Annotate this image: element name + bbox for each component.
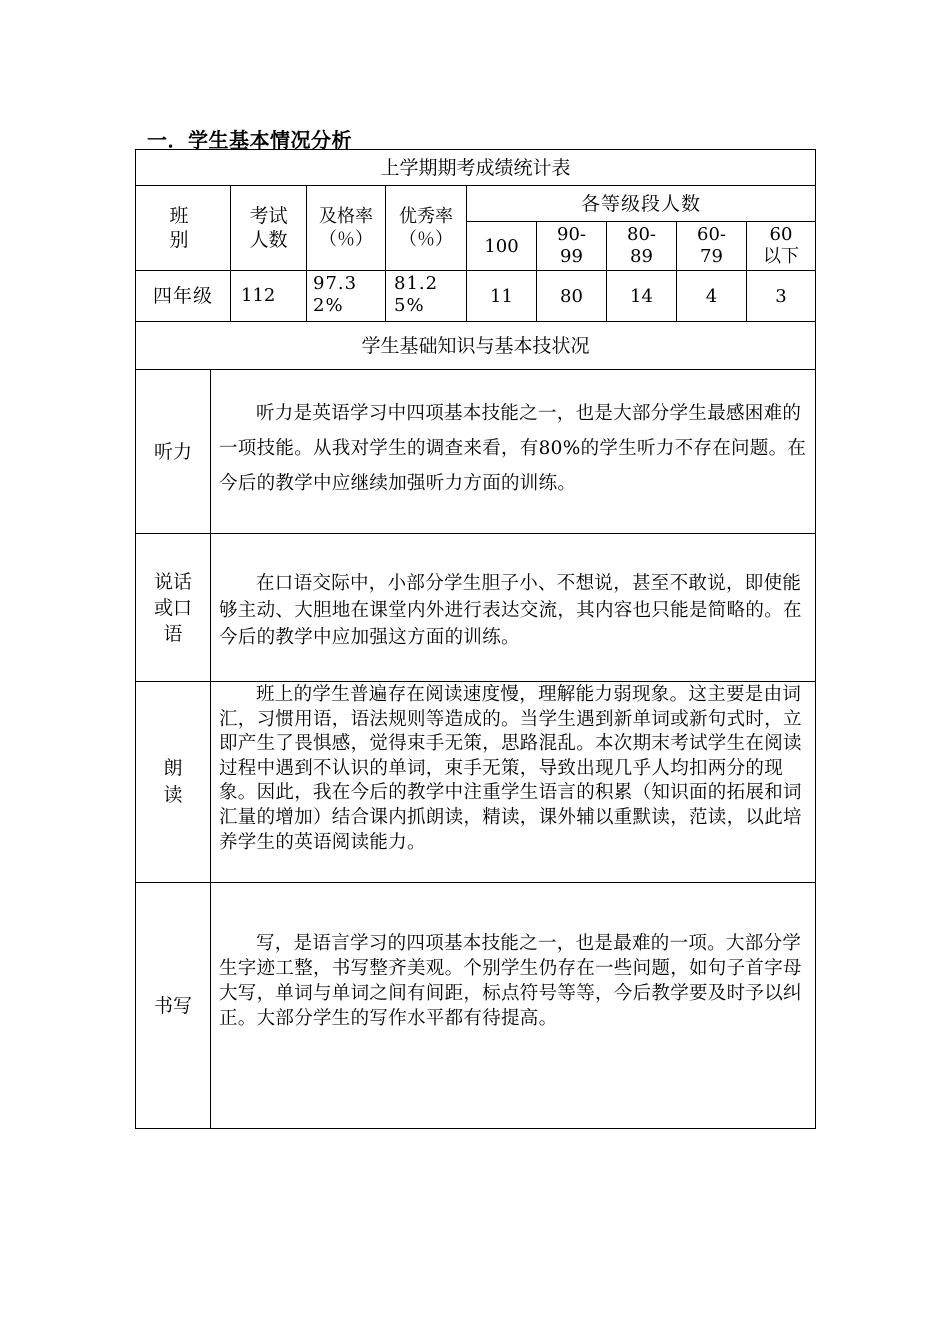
- speaking-text: [219, 570, 809, 651]
- header-class: 班别: [135, 185, 231, 271]
- writing-text: [219, 931, 809, 1031]
- skills-section-title: 学生基础知识与基本技状况: [135, 321, 816, 370]
- listening-text: [219, 396, 809, 501]
- band-header-80-89: 80-89: [606, 221, 677, 271]
- listening-label: 听力: [135, 369, 211, 534]
- row-class: 四年级: [135, 270, 231, 322]
- row-band-100: 11: [466, 270, 537, 322]
- reading-text: [219, 683, 809, 855]
- speaking-paragraph: 在口语交际中，小部分学生胆子小、不想说，甚至不敢说，即使能够主动、大胆地在课堂内外进行表达交流，其内容也只能是简略的。在今后的教学中应加强这方面的训练。: [219, 573, 802, 648]
- band-header-100: 100: [466, 221, 537, 271]
- listening-paragraph: 听力是英语学习中四项基本技能之一，也是大部分学生最感困难的一项技能。从我对学生的调查来看，有80%的学生听力不存在问题。在今后的教学中应继续加强听力方面的训练。: [219, 403, 807, 494]
- band-header-below-60: 60以下: [746, 221, 816, 271]
- speaking-label: 说话或口语: [135, 533, 211, 682]
- row-band-90-99: 80: [536, 270, 607, 322]
- header-grade-counts: 各等级段人数: [466, 185, 816, 222]
- header-pass-rate: 及格率（％）: [306, 185, 386, 271]
- row-excellent-rate: 81.25%: [385, 270, 467, 322]
- row-band-below-60: 3: [746, 270, 816, 322]
- reading-paragraph: 班上的学生普遍存在阅读速度慢，理解能力弱现象。这主要是由词汇，习惯用语，语法规则等造成的。当学生遇到新单词或新句式时，立即产生了畏惧感，觉得束手无策，思路混乱。本次期末考试学生在阅读过程中遇到不认识的单词，束手无策，导致出现几乎人均扣两分的现象。因此，我在今后的教学中注重学生语言的积累（知识面的拓展和词汇量的增加）结合课内抓朗读，精读，课外辅以重默读，范读，以此培养学生的英语阅读能力。: [219, 684, 802, 853]
- table-title: 上学期期考成绩统计表: [135, 149, 816, 186]
- row-pass-rate: 97.32%: [306, 270, 386, 322]
- band-header-60-79: 60-79: [676, 221, 747, 271]
- row-band-80-89: 14: [606, 270, 677, 322]
- header-excellent-rate: 优秀率（％）: [385, 185, 467, 271]
- band-header-90-99: 90-99: [536, 221, 607, 271]
- section-heading: 一．学生基本情况分析: [147, 128, 352, 152]
- header-count: 考试人数: [230, 185, 307, 271]
- reading-label: 朗读: [135, 681, 211, 883]
- row-count: 112: [230, 270, 307, 322]
- writing-label: 书写: [135, 882, 211, 1129]
- row-band-60-79: 4: [676, 270, 747, 322]
- writing-paragraph: 写，是语言学习的四项基本技能之一，也是最难的一项。大部分学生字迹工整，书写整齐美观。个别学生仍存在一些问题，如句子首字母大写，单词与单词之间有间距，标点符号等等，今后教学要及时予以纠正。大部分学生的写作水平都有待提高。: [219, 933, 802, 1029]
